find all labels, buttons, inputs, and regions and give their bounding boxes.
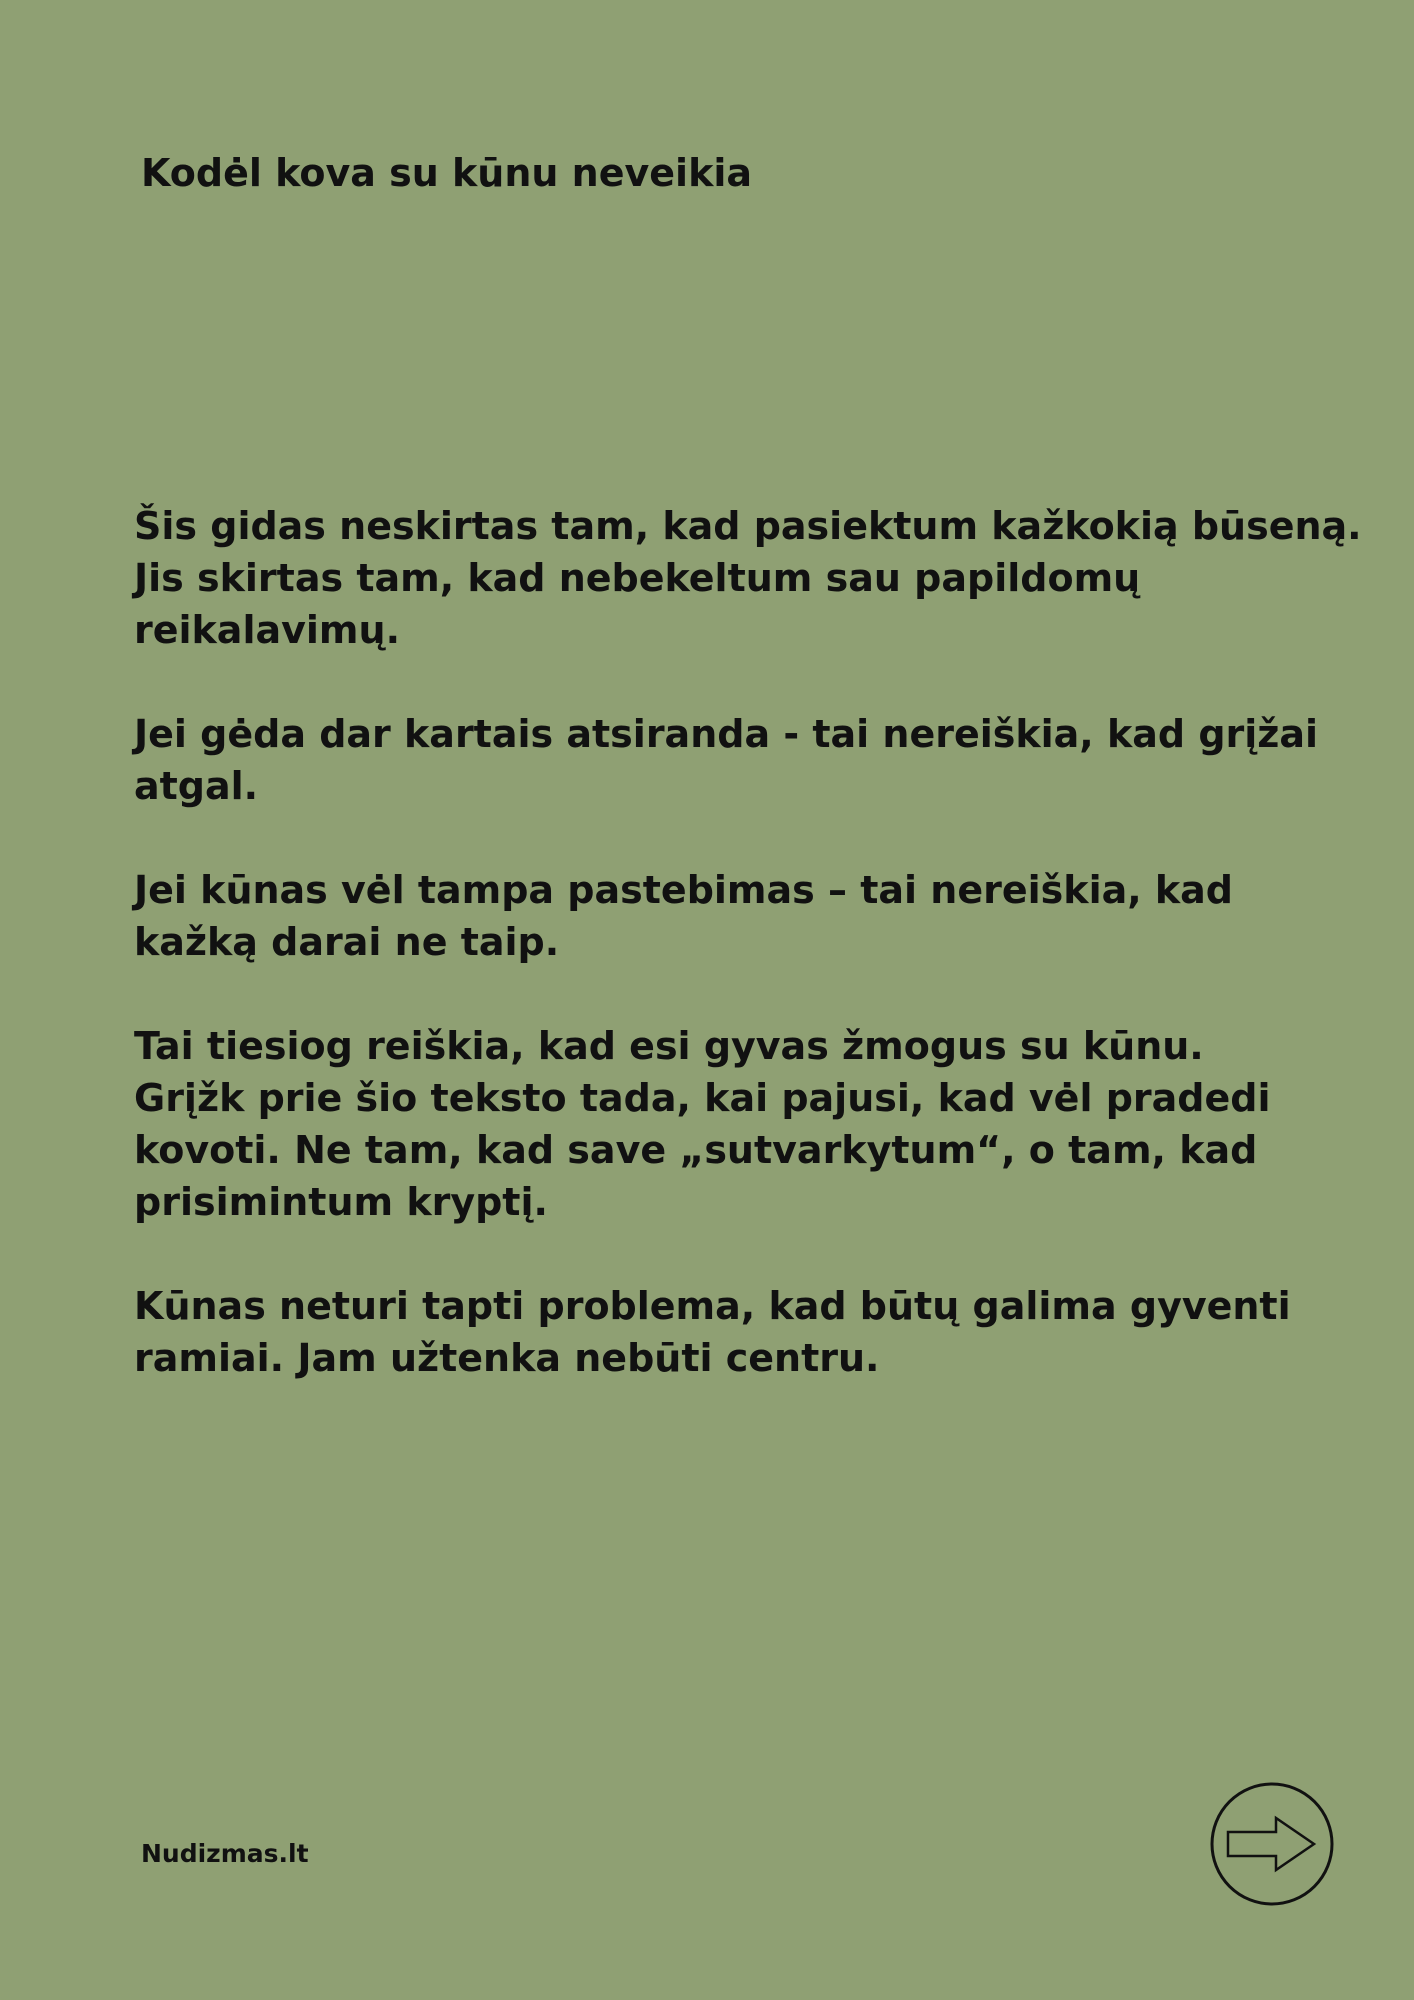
text-line: Tai tiesiog reiškia, kad esi gyvas žmogus su kūnu. <box>134 1024 1204 1068</box>
text-line: kovoti. Ne tam, kad save „sutvarkytum“, o tam, kad <box>134 1128 1258 1172</box>
text-line: prisimintum kryptį. <box>134 1180 548 1224</box>
text-line: Grįžk prie šio teksto tada, kai pajusi, kad vėl pradedi <box>134 1076 1271 1120</box>
paragraph-shame <box>134 708 1334 812</box>
paragraph-return <box>134 1020 1334 1228</box>
text-line: reikalavimų. <box>134 608 400 652</box>
next-page-button[interactable] <box>1210 1782 1334 1906</box>
text-line: ramiai. Jam užtenka nebūti centru. <box>134 1336 880 1380</box>
body-text <box>134 500 1362 1436</box>
text-line: Jei gėda dar kartais atsiranda - tai nereiškia, kad grįžai <box>134 712 1319 756</box>
page-title: Kodėl kova su kūnu neveikia <box>141 151 753 195</box>
footer-brand: Nudizmas.lt <box>141 1839 309 1868</box>
paragraph-intro <box>134 500 1362 656</box>
text-line: Kūnas neturi tapti problema, kad būtų galima gyventi <box>134 1284 1291 1328</box>
text-line: kažką darai ne taip. <box>134 920 560 964</box>
text-line: atgal. <box>134 764 259 808</box>
text-line: Jei kūnas vėl tampa pastebimas – tai nereiškia, kad <box>134 868 1234 912</box>
arrow-right-icon <box>1210 1782 1334 1906</box>
paragraph-body-noticeable <box>134 864 1334 968</box>
paragraph-conclusion <box>134 1280 1334 1384</box>
text-line: Šis gidas neskirtas tam, kad pasiektum kažkokią būseną. <box>134 504 1362 548</box>
text-line: Jis skirtas tam, kad nebekeltum sau papildomų <box>134 556 1141 600</box>
